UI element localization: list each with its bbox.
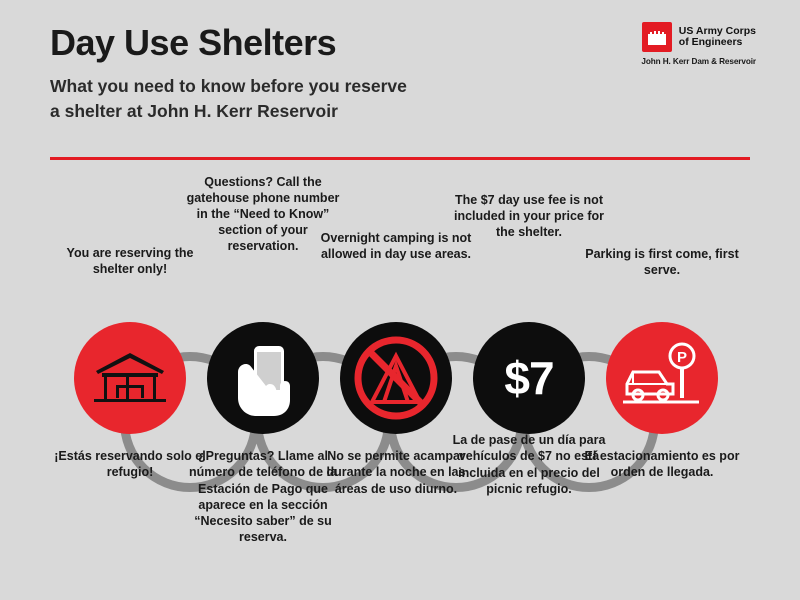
item-caption-en: Questions? Call the gatehouse phone number in the “Need to Know” section of your reservation. bbox=[186, 175, 340, 253]
item-icon-circle bbox=[74, 322, 186, 434]
phone-in-hand-glyph bbox=[228, 338, 298, 418]
hand-holding-phone-icon bbox=[207, 322, 319, 434]
fee-amount-label: $7 bbox=[504, 352, 554, 404]
item-caption-en: Parking is first come, first serve. bbox=[585, 247, 739, 277]
logo-line-2: of Engineers bbox=[678, 36, 743, 48]
car-and-parking-sign-glyph bbox=[619, 342, 705, 414]
pavilion-shelter-icon bbox=[74, 322, 186, 434]
item-caption-es: No se permite acampar durante la noche en las áreas de uso diurno. bbox=[326, 449, 466, 496]
page-title: Day Use Shelters bbox=[50, 22, 337, 63]
pavilion-glyph bbox=[92, 349, 168, 407]
item-icon-circle bbox=[340, 322, 452, 434]
item-caption-en: Overnight camping is not allowed in day use areas. bbox=[320, 231, 472, 261]
item-caption-en: You are reserving the shelter only! bbox=[66, 246, 194, 276]
item-icon-circle bbox=[473, 322, 585, 434]
logo-subtitle: John H. Kerr Dam & Reservoir bbox=[641, 57, 756, 66]
item-caption-es: ¿Preguntas? Llame al número de teléfono de la Estación de Pago que aparece en la sección “Necesito saber” de su reserva. bbox=[189, 449, 337, 545]
item-caption-es: La de pase de un día para vehículos de $7 no está incluida en el precio del picnic refugio. bbox=[452, 433, 606, 496]
no-tent-glyph bbox=[350, 332, 442, 424]
seven-dollars-icon bbox=[473, 322, 585, 434]
item-caption-es: El estacionamiento es por orden de llegada. bbox=[584, 449, 740, 480]
item-caption-es: ¡Estás reservando solo el refugio! bbox=[54, 449, 206, 480]
car-parking-icon bbox=[606, 322, 718, 434]
svg-text:P: P bbox=[676, 349, 688, 366]
logo-line-1: US Army Corps bbox=[678, 24, 756, 37]
item-icon-circle bbox=[606, 322, 718, 434]
item-caption-en: The $7 day use fee is not included in your price for the shelter. bbox=[453, 193, 605, 239]
item-icon-circle bbox=[207, 322, 319, 434]
subtitle-line-2: a shelter at John H. Kerr Reservoir bbox=[50, 101, 338, 122]
subtitle-line-1: What you need to know before you reserve bbox=[50, 75, 407, 96]
no-camping-tent-icon bbox=[340, 322, 452, 434]
